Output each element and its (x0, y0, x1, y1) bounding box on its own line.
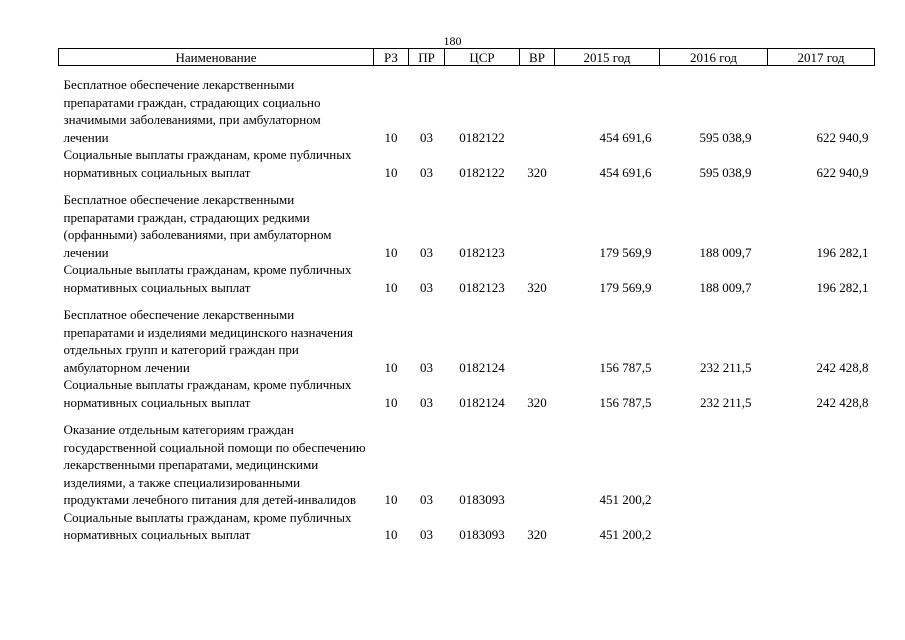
table-header-row (59, 49, 875, 66)
row-2015: 156 787,5 (599, 394, 652, 410)
row-csr: 0182122 (459, 164, 505, 180)
header-name: Наименование (59, 49, 374, 66)
row-rz: 10 (384, 359, 398, 375)
row-pr: 03 (420, 244, 433, 260)
row-pr: 03 (420, 279, 433, 295)
row-rz: 10 (384, 279, 398, 295)
header-vr: ВР (520, 49, 555, 66)
budget-table (58, 48, 875, 544)
row-csr: 0182122 (459, 129, 505, 145)
row-2016: 232 211,5 (699, 359, 752, 375)
row-2016: 188 009,7 (699, 279, 752, 295)
header-2017: 2017 год (768, 49, 875, 66)
header-2016: 2016 год (660, 49, 768, 66)
row-name: Социальные выплаты гражданам, кроме публичных нормативных социальных выплат (63, 262, 352, 295)
row-rz: 10 (384, 244, 398, 260)
row-name: Оказание отдельным категориям граждан государственной социальной помощи по обеспечению лекарственными препаратами, медицинскими изделиями, а также специализированными продуктами лечебного питания для детей-инвалидов (63, 422, 366, 507)
row-vr: 320 (527, 527, 547, 542)
row-csr: 0183093 (459, 527, 505, 542)
row-vr: 320 (527, 164, 547, 180)
row-2016: 232 211,5 (699, 394, 752, 410)
page-number: 180 (443, 34, 462, 48)
table-row (59, 306, 875, 376)
row-2016: 595 038,9 (699, 129, 752, 145)
row-rz: 10 (384, 394, 398, 410)
row-pr: 03 (420, 359, 433, 375)
header-2015: 2015 год (555, 49, 660, 66)
row-2017 (768, 509, 875, 544)
row-rz: 10 (384, 527, 398, 542)
spacer-row (59, 296, 875, 306)
spacer-row (59, 181, 875, 191)
row-2017 (768, 421, 875, 509)
row-name: Социальные выплаты гражданам, кроме публичных нормативных социальных выплат (63, 509, 352, 542)
row-name: Социальные выплаты гражданам, кроме публичных нормативных социальных выплат (63, 147, 352, 180)
row-2017: 196 282,1 (816, 244, 869, 260)
row-2015: 179 569,9 (599, 244, 652, 260)
row-2015: 454 691,6 (599, 129, 652, 145)
row-2017: 242 428,8 (816, 359, 869, 375)
row-csr: 0182123 (459, 244, 505, 260)
row-csr: 0182124 (459, 359, 505, 375)
row-name: Бесплатное обеспечение лекарственными препаратами граждан, страдающих редкими (орфанными) заболеваниями, при амбулаторном лечении (63, 192, 332, 260)
row-2017: 622 940,9 (816, 164, 869, 180)
table-row (59, 76, 875, 146)
row-vr: 320 (527, 279, 547, 295)
row-pr: 03 (420, 527, 433, 542)
row-2015: 179 569,9 (599, 279, 652, 295)
row-vr (520, 306, 555, 376)
row-2017: 242 428,8 (816, 394, 869, 410)
row-vr (520, 191, 555, 261)
row-pr: 03 (420, 492, 433, 507)
row-vr (520, 76, 555, 146)
row-name: Социальные выплаты гражданам, кроме публичных нормативных социальных выплат (63, 377, 352, 410)
header-pr: ПР (409, 49, 445, 66)
row-2015: 156 787,5 (599, 359, 652, 375)
row-2015: 451 200,2 (599, 492, 652, 507)
header-csr: ЦСР (445, 49, 520, 66)
row-name: Бесплатное обеспечение лекарственными препаратами граждан, страдающих социально значимыми заболеваниями, при амбулаторном лечении (63, 77, 321, 145)
table-row (59, 421, 875, 509)
table-row (59, 261, 875, 296)
row-csr: 0182123 (459, 279, 505, 295)
row-2016: 188 009,7 (699, 244, 752, 260)
row-pr: 03 (420, 164, 433, 180)
row-csr: 0183093 (459, 492, 505, 507)
table-row (59, 376, 875, 411)
row-pr: 03 (420, 129, 433, 145)
table-row (59, 509, 875, 544)
row-name: Бесплатное обеспечение лекарственными препаратами и изделиями медицинского назначения отдельных групп и категорий граждан при амбулаторном лечении (63, 307, 353, 375)
row-rz: 10 (384, 129, 398, 145)
row-vr (520, 421, 555, 509)
row-2016 (660, 509, 768, 544)
row-vr: 320 (527, 394, 547, 410)
spacer-row (59, 66, 875, 77)
row-rz: 10 (384, 492, 398, 507)
row-2016: 595 038,9 (699, 164, 752, 180)
row-2016 (660, 421, 768, 509)
spacer-row (59, 411, 875, 421)
table-row (59, 146, 875, 181)
row-pr: 03 (420, 394, 433, 410)
row-2015: 451 200,2 (599, 527, 652, 542)
table-row (59, 191, 875, 261)
row-rz: 10 (384, 164, 398, 180)
row-csr: 0182124 (459, 394, 505, 410)
row-2017: 196 282,1 (816, 279, 869, 295)
row-2015: 454 691,6 (599, 164, 652, 180)
header-rz: РЗ (374, 49, 409, 66)
row-2017: 622 940,9 (816, 129, 869, 145)
